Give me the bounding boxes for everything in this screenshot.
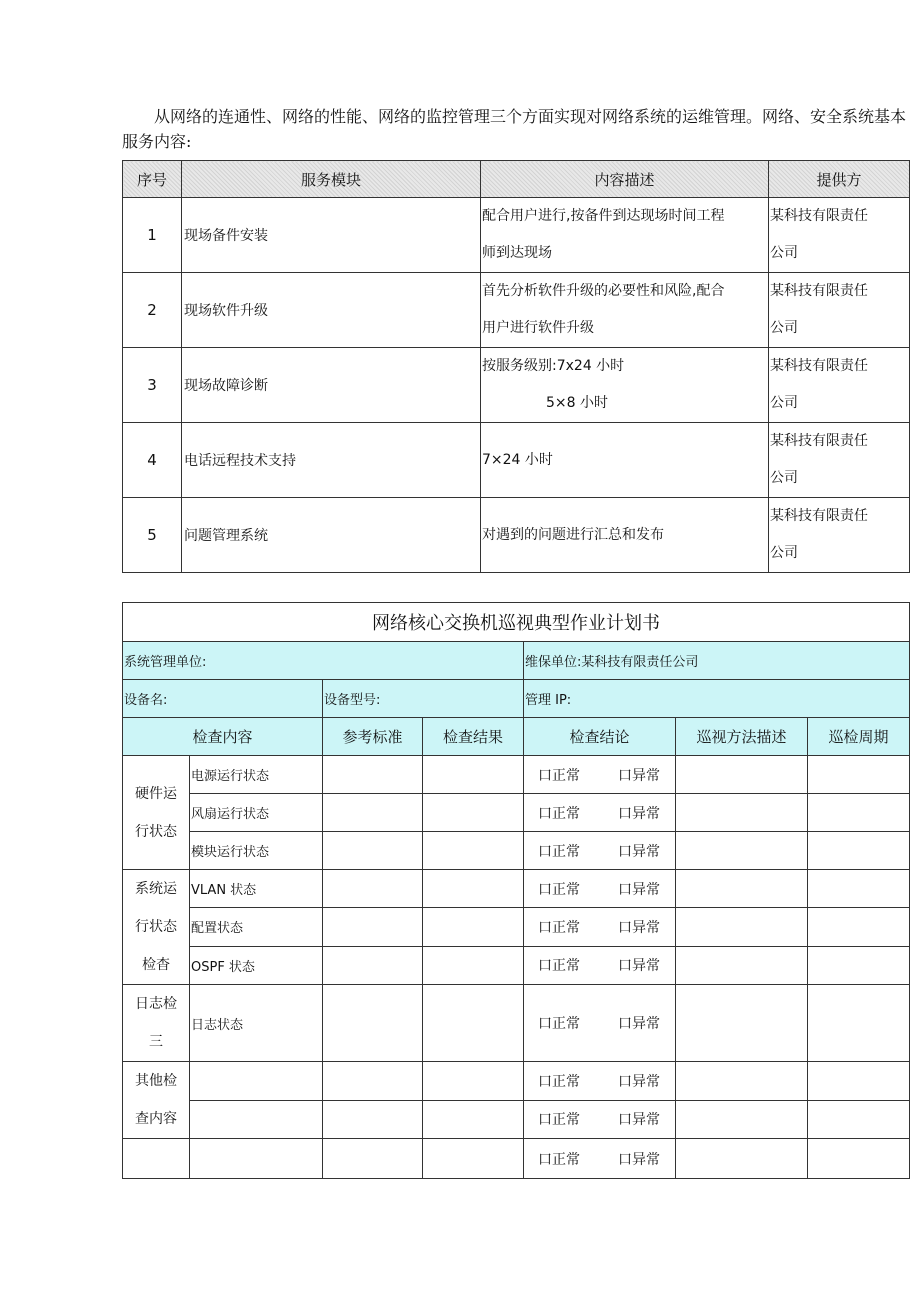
conclusion-cell: [524, 1062, 676, 1101]
table-row: [123, 423, 910, 498]
result-cell[interactable]: [423, 756, 524, 794]
conclusion-cell: [524, 832, 676, 870]
item-power: 电源运行状态: [190, 756, 323, 794]
category-line: 三: [149, 1034, 163, 1050]
provider-line: 公司: [770, 545, 798, 561]
abnormal-checkbox[interactable]: 口异常: [618, 1151, 660, 1168]
item-vlan: VLAN 状态: [190, 870, 323, 908]
standard-cell[interactable]: [323, 946, 423, 984]
abnormal-checkbox[interactable]: 口异常: [618, 919, 660, 936]
header-module: 服务模块: [182, 161, 481, 198]
device-model-field: 设备型号:: [323, 680, 524, 718]
plan-title: 网络核心交换机巡视典型作业计划书: [123, 603, 910, 642]
desc-line: 首先分析软件升级的必要性和风险,配合: [482, 283, 725, 299]
normal-checkbox[interactable]: 口正常: [538, 919, 580, 936]
header-no: 序号: [123, 161, 182, 198]
standard-cell[interactable]: [323, 908, 423, 946]
period-cell[interactable]: [808, 908, 910, 946]
header-result: 检查结果: [423, 718, 524, 756]
desc-line: 对遇到的问题进行汇总和发布: [482, 527, 664, 543]
normal-checkbox[interactable]: 口正常: [538, 1016, 580, 1032]
mgmt-unit-field: 系统管理单位:: [123, 642, 524, 680]
result-cell[interactable]: [423, 870, 524, 908]
abnormal-checkbox[interactable]: 口异常: [618, 843, 660, 860]
row-no: 5: [123, 498, 182, 573]
period-cell[interactable]: [808, 756, 910, 794]
table-row: [123, 1139, 910, 1179]
result-cell[interactable]: [423, 1139, 524, 1179]
row-module: 问题管理系统: [182, 498, 481, 573]
abnormal-checkbox[interactable]: 口异常: [618, 958, 660, 975]
item-empty[interactable]: [190, 1139, 323, 1179]
provider-line: 公司: [770, 320, 798, 336]
intro-paragraph: 从网络的连通性、网络的性能、网络的监控管理三个方面实现对网络系统的运维管理。网络、安全系统基本服务内容:: [122, 107, 907, 151]
desc-line: 按服务级别:7x24 小时: [482, 358, 625, 374]
desc-line: 配合用户进行,按备件到达现场时间工程: [482, 208, 725, 224]
method-cell[interactable]: [676, 946, 808, 984]
normal-checkbox[interactable]: 口正常: [538, 805, 580, 822]
provider-line: 公司: [770, 470, 798, 486]
method-cell[interactable]: [676, 1062, 808, 1101]
desc-line: 师到达现场: [482, 245, 552, 261]
row-desc: [481, 498, 769, 573]
result-cell[interactable]: [423, 794, 524, 832]
provider-line: 某科技有限责任: [770, 358, 868, 374]
category-line: 日志检: [135, 996, 177, 1012]
period-cell[interactable]: [808, 946, 910, 984]
provider-line: 某科技有限责任: [770, 508, 868, 524]
conclusion-cell: [524, 946, 676, 984]
category-line: 查内容: [135, 1111, 177, 1127]
item-empty[interactable]: [190, 1062, 323, 1101]
abnormal-checkbox[interactable]: 口异常: [618, 805, 660, 822]
period-cell[interactable]: [808, 985, 910, 1062]
method-cell[interactable]: [676, 870, 808, 908]
abnormal-checkbox[interactable]: 口异常: [618, 881, 660, 898]
result-cell[interactable]: [423, 908, 524, 946]
standard-cell[interactable]: [323, 870, 423, 908]
table-row: [123, 1100, 910, 1139]
category-line: 行状态: [135, 919, 177, 935]
header-method: 巡视方法描述: [676, 718, 808, 756]
standard-cell[interactable]: [323, 1100, 423, 1139]
header-desc: 内容描述: [481, 161, 769, 198]
period-cell[interactable]: [808, 1062, 910, 1101]
result-cell[interactable]: [423, 946, 524, 984]
period-cell[interactable]: [808, 794, 910, 832]
period-cell[interactable]: [808, 1139, 910, 1179]
service-table: [122, 160, 910, 573]
method-cell[interactable]: [676, 1100, 808, 1139]
maint-unit-field: 维保单位:某科技有限责任公司: [524, 642, 910, 680]
conclusion-cell: [524, 985, 676, 1062]
category-line: 其他检: [135, 1073, 177, 1089]
standard-cell[interactable]: [323, 1139, 423, 1179]
conclusion-cell: [524, 908, 676, 946]
normal-checkbox[interactable]: 口正常: [538, 881, 580, 898]
item-module: 模块运行状态: [190, 832, 323, 870]
item-empty[interactable]: [190, 1100, 323, 1139]
table-row: [123, 348, 910, 423]
header-conclusion: 检查结论: [524, 718, 676, 756]
category-line: 硬件运: [135, 785, 177, 802]
header-provider: 提供方: [769, 161, 910, 198]
row-provider: [769, 423, 910, 498]
category-hardware: [123, 756, 190, 870]
table-row: [123, 870, 910, 908]
mgmt-ip-field: 管理 IP:: [524, 680, 910, 718]
provider-line: 公司: [770, 395, 798, 411]
inspection-plan-table: [122, 602, 910, 1179]
normal-checkbox[interactable]: 口正常: [538, 958, 580, 975]
table-row: [123, 946, 910, 984]
method-cell[interactable]: [676, 985, 808, 1062]
method-cell[interactable]: [676, 756, 808, 794]
category-system: [123, 870, 190, 985]
result-cell[interactable]: [423, 985, 524, 1062]
row-provider: [769, 273, 910, 348]
conclusion-cell: [524, 870, 676, 908]
row-no: 1: [123, 198, 182, 273]
method-cell[interactable]: [676, 1139, 808, 1179]
device-name-field: 设备名:: [123, 680, 323, 718]
standard-cell[interactable]: [323, 985, 423, 1062]
provider-line: 某科技有限责任: [770, 433, 868, 449]
provider-line: 某科技有限责任: [770, 208, 868, 224]
header-standard: 参考标准: [323, 718, 423, 756]
item-fan: 风扇运行状态: [190, 794, 323, 832]
conclusion-cell: [524, 1139, 676, 1179]
normal-checkbox[interactable]: 口正常: [538, 767, 580, 784]
category-line: 系统运: [135, 881, 177, 897]
table-row: [123, 794, 910, 832]
row-module: 现场故障诊断: [182, 348, 481, 423]
item-ospf: OSPF 状态: [190, 946, 323, 984]
category-log: [123, 985, 190, 1062]
item-config: 配置状态: [190, 908, 323, 946]
row-module: 电话远程技术支持: [182, 423, 481, 498]
row-desc: [481, 423, 769, 498]
item-log: 日志状态: [190, 985, 323, 1062]
category-line: 检杳: [142, 957, 170, 973]
row-no: 3: [123, 348, 182, 423]
row-module: 现场软件升级: [182, 273, 481, 348]
normal-checkbox[interactable]: 口正常: [538, 1073, 580, 1090]
provider-line: 公司: [770, 245, 798, 261]
result-cell[interactable]: [423, 1100, 524, 1139]
category-other: [123, 1062, 190, 1139]
table-row: [123, 498, 910, 573]
desc-line: 5×8 小时: [546, 395, 608, 411]
normal-checkbox[interactable]: 口正常: [538, 1112, 580, 1129]
period-cell[interactable]: [808, 832, 910, 870]
category-empty: [123, 1139, 190, 1179]
row-desc: [481, 198, 769, 273]
table-row: [123, 1062, 910, 1101]
standard-cell[interactable]: [323, 794, 423, 832]
standard-cell[interactable]: [323, 1062, 423, 1101]
method-cell[interactable]: [676, 832, 808, 870]
conclusion-cell: [524, 1100, 676, 1139]
table-row: [123, 198, 910, 273]
table-row: [123, 985, 910, 1062]
row-provider: [769, 198, 910, 273]
row-desc: [481, 273, 769, 348]
table-row: [123, 273, 910, 348]
category-line: 行状态: [135, 823, 177, 840]
service-table-header: [123, 161, 910, 198]
conclusion-cell: [524, 794, 676, 832]
table-row: [123, 832, 910, 870]
row-provider: [769, 348, 910, 423]
desc-line: 用户进行软件升级: [482, 320, 594, 336]
method-cell[interactable]: [676, 908, 808, 946]
table-row: [123, 908, 910, 946]
row-desc: [481, 348, 769, 423]
standard-cell[interactable]: [323, 832, 423, 870]
plan-header-row: [123, 718, 910, 756]
abnormal-checkbox[interactable]: 口异常: [618, 1112, 660, 1129]
period-cell[interactable]: [808, 870, 910, 908]
normal-checkbox[interactable]: 口正常: [538, 1151, 580, 1168]
abnormal-checkbox[interactable]: 口异常: [618, 1016, 660, 1032]
row-no: 4: [123, 423, 182, 498]
normal-checkbox[interactable]: 口正常: [538, 843, 580, 860]
table-row: [123, 756, 910, 794]
period-cell[interactable]: [808, 1100, 910, 1139]
header-check-content: 检查内容: [123, 718, 323, 756]
row-no: 2: [123, 273, 182, 348]
result-cell[interactable]: [423, 832, 524, 870]
row-provider: [769, 498, 910, 573]
method-cell[interactable]: [676, 794, 808, 832]
abnormal-checkbox[interactable]: 口异常: [618, 767, 660, 784]
provider-line: 某科技有限责任: [770, 283, 868, 299]
conclusion-cell: [524, 756, 676, 794]
abnormal-checkbox[interactable]: 口异常: [618, 1073, 660, 1090]
row-module: 现场备件安装: [182, 198, 481, 273]
result-cell[interactable]: [423, 1062, 524, 1101]
standard-cell[interactable]: [323, 756, 423, 794]
header-period: 巡检周期: [808, 718, 910, 756]
desc-line: 7×24 小时: [482, 452, 553, 468]
